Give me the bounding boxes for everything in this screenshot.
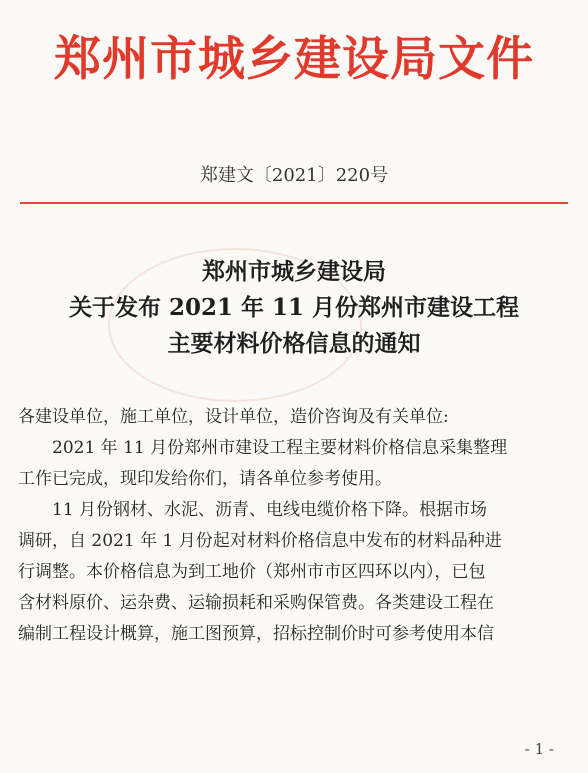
body-line: 调研，自 2021 年 1 月份起对材料价格信息中发布的材料品种进 — [18, 531, 502, 551]
salutation-line: 各建设单位，施工单位，设计单位，造价咨询及有关单位: — [18, 407, 449, 427]
red-divider-line — [20, 202, 568, 204]
notice-body — [18, 402, 574, 650]
notice-title — [0, 254, 588, 362]
notice-title-line-3: 主要材料价格信息的通知 — [167, 330, 421, 357]
body-line: 行调整。本价格信息为到工地价（郑州市市区四环以内），已包 — [18, 562, 486, 582]
notice-title-line-1: 郑州市城乡建设局 — [202, 258, 386, 285]
body-line: 编制工程设计概算，施工图预算，招标控制价时可参考使用本信 — [18, 624, 494, 644]
body-line: 工作已完成，现印发给你们，请各单位参考使用。 — [18, 469, 392, 489]
body-line: 11 月份钢材、水泥、沥青、电线电缆价格下降。根据市场 — [52, 500, 488, 520]
document-number: 郑建文〔2021〕220号 — [199, 165, 389, 186]
body-line: 含材料原价、运杂费、运输损耗和采购保管费。各类建设工程在 — [18, 593, 494, 613]
document-header-title: 郑州市城乡建设局文件 — [54, 32, 534, 87]
notice-title-line-2: 关于发布 2021 年 11 月份郑州市建设工程 — [68, 294, 520, 321]
page-number: - 1 - — [524, 740, 554, 758]
body-line: 2021 年 11 月份郑州市建设工程主要材料价格信息采集整理 — [52, 438, 508, 458]
